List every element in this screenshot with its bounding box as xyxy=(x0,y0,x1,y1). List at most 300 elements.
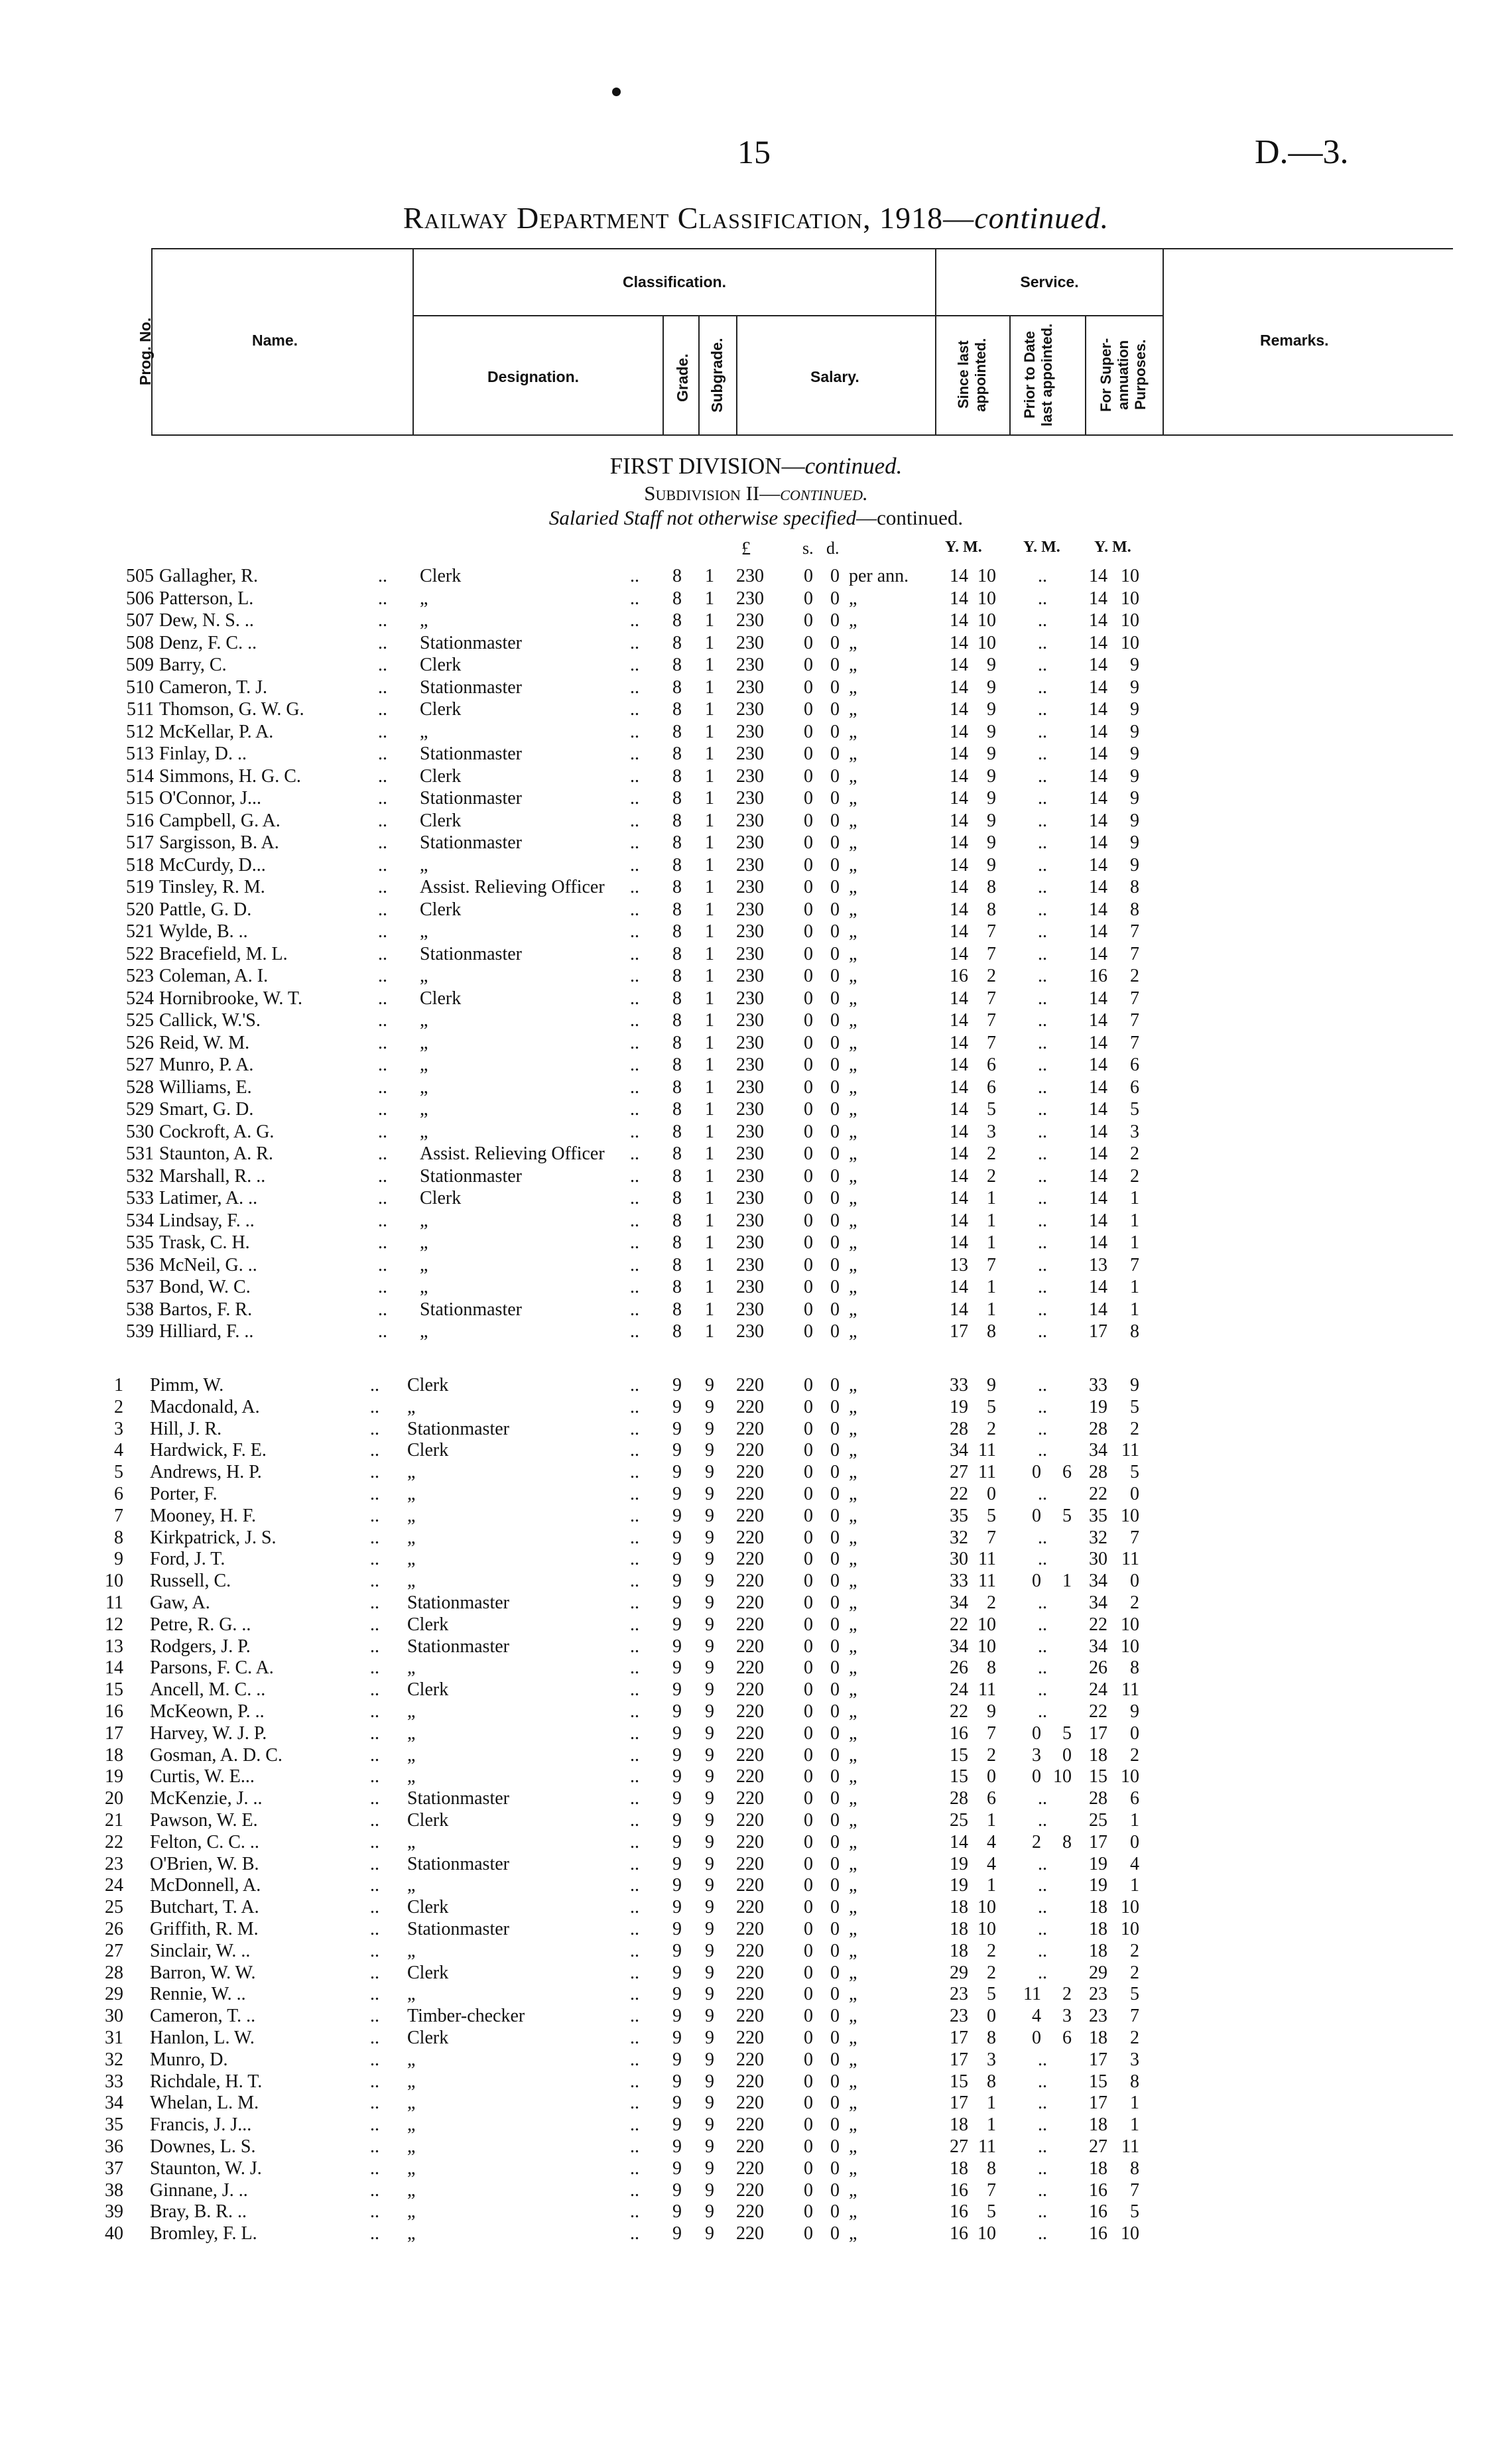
designation-cell: Clerk xyxy=(407,1962,449,1983)
leader-dots: .. xyxy=(370,1549,379,1570)
per-cell: „ xyxy=(849,1592,857,1613)
per-cell: „ xyxy=(849,1099,857,1120)
grade-cell: 8 xyxy=(672,788,682,809)
table-row xyxy=(0,1592,1512,1614)
since-months-cell: 3 xyxy=(987,1121,996,1142)
salary-cell: 230 xyxy=(736,921,764,942)
prior-years-cell: 2 xyxy=(1032,1831,1041,1852)
leader-dots: .. xyxy=(630,2136,639,2157)
designation-cell: „ xyxy=(407,2201,416,2223)
shillings-cell: 0 xyxy=(804,1440,813,1461)
name-cell: Rodgers, J. P. xyxy=(150,1636,251,1657)
prog-no: 36 xyxy=(105,2136,123,2157)
leader-dots: .. xyxy=(630,655,639,675)
leader-dots: .. xyxy=(370,1744,379,1766)
per-cell: „ xyxy=(849,1940,857,1961)
prog-no: 514 xyxy=(126,765,154,787)
grade-cell: 9 xyxy=(672,2006,682,2027)
pence-cell: 0 xyxy=(830,810,840,831)
super-months-cell: 3 xyxy=(1130,2049,1139,2070)
salary-cell: 230 xyxy=(736,566,764,586)
pence-cell: 0 xyxy=(830,588,840,609)
per-cell: „ xyxy=(849,943,857,964)
salary-cell: 230 xyxy=(736,1076,764,1098)
prior-months-cell: 2 xyxy=(1062,1984,1072,2005)
prior-months-cell: 8 xyxy=(1062,1831,1072,1852)
since-years-cell: 14 xyxy=(950,943,968,964)
prior-years-cell: 4 xyxy=(1032,2006,1041,2027)
shillings-cell: 0 xyxy=(804,610,813,631)
salary-cell: 220 xyxy=(736,1897,764,1918)
super-years-cell: 17 xyxy=(1089,2049,1107,2070)
since-years-cell: 14 xyxy=(950,877,968,897)
salary-cell: 230 xyxy=(736,721,764,742)
per-cell: „ xyxy=(849,2179,857,2201)
name-cell: Whelan, L. M. xyxy=(150,2093,259,2114)
pence-cell: 0 xyxy=(830,655,840,675)
name-cell: Smart, G. D. xyxy=(159,1099,254,1120)
leader-dots: .. xyxy=(1038,1299,1047,1320)
designation-cell: „ xyxy=(420,1010,428,1031)
salary-cell: 220 xyxy=(736,1527,764,1548)
since-years-cell: 14 xyxy=(950,1055,968,1075)
since-years-cell: 17 xyxy=(950,2049,968,2070)
prog-no: 512 xyxy=(126,721,154,742)
name-cell: McKellar, P. A. xyxy=(159,721,274,742)
salary-cell: 230 xyxy=(736,854,764,875)
designation-cell: Clerk xyxy=(407,2028,449,2048)
grade-cell: 9 xyxy=(672,1527,682,1548)
since-months-cell: 6 xyxy=(987,1055,996,1075)
subgrade-cell: 9 xyxy=(705,1375,714,1395)
shillings-cell: 0 xyxy=(804,1788,813,1809)
name-cell: Macdonald, A. xyxy=(150,1396,260,1417)
leader-dots: .. xyxy=(378,744,387,764)
shillings-cell: 0 xyxy=(804,1099,813,1120)
leader-dots: .. xyxy=(370,1396,379,1417)
since-months-cell: 6 xyxy=(987,1788,996,1809)
since-months-cell: 10 xyxy=(977,2223,996,2244)
pence-cell: 0 xyxy=(830,1571,840,1592)
since-years-cell: 14 xyxy=(950,632,968,653)
shillings-cell: 0 xyxy=(804,1032,813,1053)
leader-dots: .. xyxy=(1038,899,1047,920)
pence-cell: 0 xyxy=(830,1254,840,1275)
per-cell: „ xyxy=(849,2071,857,2092)
pence-cell: 0 xyxy=(830,1657,840,1679)
shillings-cell: 0 xyxy=(804,1254,813,1275)
per-cell: „ xyxy=(849,2093,857,2114)
table-row xyxy=(0,899,1512,921)
since-months-cell: 8 xyxy=(987,2028,996,2048)
pence-cell: 0 xyxy=(830,1919,840,1939)
leader-dots: .. xyxy=(1038,1592,1047,1613)
leader-dots: .. xyxy=(370,1657,379,1679)
grade-cell: 8 xyxy=(672,610,682,631)
prog-no: 529 xyxy=(126,1099,154,1120)
per-cell: „ xyxy=(849,2028,857,2048)
grade-cell: 9 xyxy=(672,2028,682,2048)
pence-cell: 0 xyxy=(830,1165,840,1187)
leader-dots: .. xyxy=(1038,1143,1047,1164)
super-years-cell: 14 xyxy=(1089,1032,1107,1053)
designation-cell: Assist. Relieving Officer xyxy=(420,877,605,897)
leader-dots: .. xyxy=(630,1099,639,1120)
grade-cell: 9 xyxy=(672,1701,682,1722)
leader-dots: .. xyxy=(630,1831,639,1852)
salary-cell: 220 xyxy=(736,2223,764,2244)
leader-dots: .. xyxy=(370,1614,379,1635)
super-months-cell: 10 xyxy=(1121,610,1139,631)
shillings-cell: 0 xyxy=(804,1875,813,1896)
super-months-cell: 10 xyxy=(1121,1919,1139,1939)
since-months-cell: 2 xyxy=(987,966,996,986)
since-months-cell: 9 xyxy=(987,1701,996,1722)
staff-label: Salaried Staff not otherwise specified xyxy=(548,506,857,529)
pence-cell: 0 xyxy=(830,1636,840,1657)
super-months-cell: 11 xyxy=(1121,1549,1139,1570)
per-cell: „ xyxy=(849,921,857,942)
grade-cell: 8 xyxy=(672,699,682,720)
name-cell: Andrews, H. P. xyxy=(150,1462,262,1483)
since-years-cell: 14 xyxy=(950,988,968,1009)
per-cell: „ xyxy=(849,1657,857,1679)
prog-no: 533 xyxy=(126,1188,154,1208)
leader-dots: .. xyxy=(630,2049,639,2070)
shillings-cell: 0 xyxy=(804,1919,813,1939)
pence-cell: 0 xyxy=(830,877,840,897)
name-cell: Dew, N. S. .. xyxy=(159,610,254,631)
since-years-cell: 14 xyxy=(950,1010,968,1031)
grade-cell: 8 xyxy=(672,877,682,897)
per-cell: „ xyxy=(849,677,857,698)
table-row xyxy=(0,2027,1512,2049)
subdivision-title xyxy=(0,482,1512,505)
subgrade-cell: 1 xyxy=(705,966,714,986)
leader-dots: .. xyxy=(630,1962,639,1983)
designation-cell: Clerk xyxy=(420,988,462,1009)
leader-dots: .. xyxy=(630,1299,639,1320)
designation-cell: Clerk xyxy=(407,1810,449,1831)
shillings-cell: 0 xyxy=(804,1549,813,1570)
header-prog-no: Prog. No. xyxy=(137,317,154,386)
grade-cell: 8 xyxy=(672,921,682,942)
since-months-cell: 1 xyxy=(987,1299,996,1320)
since-months-cell: 8 xyxy=(987,2158,996,2179)
per-cell: „ xyxy=(849,1210,857,1231)
prog-no: 7 xyxy=(114,1505,123,1526)
leader-dots: .. xyxy=(630,1232,639,1253)
since-months-cell: 11 xyxy=(978,1679,996,1701)
since-years-cell: 14 xyxy=(950,788,968,809)
leader-dots: .. xyxy=(1038,744,1047,764)
subgrade-cell: 9 xyxy=(705,1505,714,1526)
prog-no: 505 xyxy=(126,566,154,586)
super-years-cell: 14 xyxy=(1089,1165,1107,1187)
name-cell: Lindsay, F. .. xyxy=(159,1210,255,1231)
subgrade-cell: 9 xyxy=(705,1592,714,1613)
designation-cell: Stationmaster xyxy=(420,832,522,853)
table-row xyxy=(0,610,1512,632)
leader-dots: .. xyxy=(370,1875,379,1896)
per-cell: „ xyxy=(849,2006,857,2027)
per-cell: „ xyxy=(849,1788,857,1809)
shillings-cell: 0 xyxy=(804,1232,813,1253)
prog-no: 528 xyxy=(126,1076,154,1098)
since-months-cell: 10 xyxy=(977,566,996,586)
col-rule-super xyxy=(1163,248,1164,436)
super-years-cell: 14 xyxy=(1089,899,1107,920)
subgrade-cell: 1 xyxy=(705,1076,714,1098)
shillings-cell: 0 xyxy=(804,1853,813,1874)
title-continued: continued. xyxy=(974,201,1109,235)
designation-cell: „ xyxy=(420,1032,428,1053)
leader-dots: .. xyxy=(370,1440,379,1461)
subgrade-cell: 1 xyxy=(705,1121,714,1142)
leader-dots: .. xyxy=(370,1679,379,1701)
pence-cell: 0 xyxy=(830,1232,840,1253)
name-cell: Finlay, D. .. xyxy=(159,744,247,764)
super-months-cell: 10 xyxy=(1121,632,1139,653)
pence-cell: 0 xyxy=(830,854,840,875)
per-cell: „ xyxy=(849,1636,857,1657)
subgrade-cell: 1 xyxy=(705,588,714,609)
subgrade-cell: 9 xyxy=(705,1636,714,1657)
leader-dots: .. xyxy=(378,566,387,586)
leader-dots: .. xyxy=(378,810,387,831)
shillings-cell: 0 xyxy=(804,1418,813,1439)
pence-cell: 0 xyxy=(830,1099,840,1120)
name-cell: Munro, P. A. xyxy=(159,1055,254,1075)
super-years-cell: 14 xyxy=(1089,655,1107,675)
table-row xyxy=(0,1299,1512,1321)
name-cell: Pawson, W. E. xyxy=(150,1810,258,1831)
per-cell: „ xyxy=(849,744,857,764)
table-row xyxy=(0,1983,1512,2006)
super-months-cell: 8 xyxy=(1130,877,1139,897)
name-cell: Staunton, W. J. xyxy=(150,2158,262,2179)
prog-no: 32 xyxy=(105,2049,123,2070)
shillings-cell: 0 xyxy=(804,1396,813,1417)
subgrade-cell: 9 xyxy=(705,1722,714,1744)
prior-months-cell: 3 xyxy=(1062,2006,1072,2027)
per-cell: „ xyxy=(849,1549,857,1570)
super-months-cell: 6 xyxy=(1130,1076,1139,1098)
prior-months-cell: 5 xyxy=(1062,1505,1072,1526)
subgrade-cell: 1 xyxy=(705,921,714,942)
col-rule-since xyxy=(1009,316,1011,436)
since-months-cell: 10 xyxy=(977,1636,996,1657)
designation-cell: Clerk xyxy=(407,1440,449,1461)
leader-dots: .. xyxy=(378,699,387,720)
designation-cell: „ xyxy=(407,2158,416,2179)
shillings-cell: 0 xyxy=(804,1592,813,1613)
per-cell: „ xyxy=(849,966,857,986)
subgrade-cell: 1 xyxy=(705,1321,714,1342)
pence-cell: 0 xyxy=(830,1321,840,1342)
leader-dots: .. xyxy=(630,899,639,920)
designation-cell: Clerk xyxy=(420,899,462,920)
leader-dots: .. xyxy=(630,1055,639,1075)
leader-dots: .. xyxy=(378,966,387,986)
grade-cell: 9 xyxy=(672,1810,682,1831)
leader-dots: .. xyxy=(1038,677,1047,698)
leader-dots: .. xyxy=(1038,632,1047,653)
subgrade-cell: 9 xyxy=(705,1549,714,1570)
super-years-cell: 19 xyxy=(1089,1853,1107,1874)
name-cell: Russell, C. xyxy=(150,1571,231,1592)
salary-cell: 220 xyxy=(736,1875,764,1896)
name-cell: Staunton, A. R. xyxy=(159,1143,273,1164)
since-months-cell: 8 xyxy=(987,2071,996,2092)
leader-dots: .. xyxy=(370,2158,379,2179)
subgrade-cell: 9 xyxy=(705,1788,714,1809)
name-cell: Petre, R. G. .. xyxy=(150,1614,251,1635)
leader-dots: .. xyxy=(630,1440,639,1461)
pence-cell: 0 xyxy=(830,721,840,742)
leader-dots: .. xyxy=(1038,566,1047,586)
name-cell: Hanlon, L. W. xyxy=(150,2028,255,2048)
subgrade-cell: 1 xyxy=(705,832,714,853)
leader-dots: .. xyxy=(630,1527,639,1548)
designation-cell: Stationmaster xyxy=(407,1418,509,1439)
subgrade-cell: 9 xyxy=(705,2158,714,2179)
since-months-cell: 3 xyxy=(987,2049,996,2070)
grade-cell: 8 xyxy=(672,655,682,675)
salary-cell: 220 xyxy=(736,1418,764,1439)
since-years-cell: 17 xyxy=(950,1321,968,1342)
prog-no: 511 xyxy=(127,699,154,720)
leader-dots: .. xyxy=(1038,2179,1047,2201)
subgrade-cell: 1 xyxy=(705,1165,714,1187)
table-row xyxy=(0,1636,1512,1658)
since-years-cell: 14 xyxy=(950,1831,968,1852)
name-cell: Bartos, F. R. xyxy=(159,1299,253,1320)
salary-cell: 220 xyxy=(736,1766,764,1787)
prog-no: 30 xyxy=(105,2006,123,2027)
since-months-cell: 2 xyxy=(987,1418,996,1439)
leader-dots: .. xyxy=(630,1505,639,1526)
super-months-cell: 9 xyxy=(1130,832,1139,853)
salary-cell: 220 xyxy=(736,1984,764,2005)
leader-dots: .. xyxy=(370,2136,379,2157)
super-years-cell: 18 xyxy=(1089,2158,1107,2179)
grade-cell: 9 xyxy=(672,2179,682,2201)
name-cell: Patterson, L. xyxy=(159,588,254,609)
super-years-cell: 14 xyxy=(1089,1299,1107,1320)
leader-dots: .. xyxy=(1038,988,1047,1009)
prog-no: 21 xyxy=(105,1810,123,1831)
leader-dots: .. xyxy=(630,1254,639,1275)
super-years-cell: 23 xyxy=(1089,2006,1107,2027)
table-row xyxy=(0,1483,1512,1506)
leader-dots: .. xyxy=(1038,1010,1047,1031)
prior-years-cell: 3 xyxy=(1032,1744,1041,1766)
designation-cell: „ xyxy=(407,1549,416,1570)
prog-no: 539 xyxy=(126,1321,154,1342)
table-row xyxy=(0,1614,1512,1636)
subgrade-cell: 9 xyxy=(705,1484,714,1504)
leader-dots: .. xyxy=(630,921,639,942)
leader-dots: .. xyxy=(1038,1210,1047,1231)
leader-dots: .. xyxy=(630,2223,639,2244)
header-designation: Designation. xyxy=(487,368,580,385)
leader-dots: .. xyxy=(630,1766,639,1787)
table-row xyxy=(0,1918,1512,1941)
leader-dots: .. xyxy=(378,1321,387,1342)
grade-cell: 9 xyxy=(672,1831,682,1852)
division-continued: continued. xyxy=(804,453,903,479)
leader-dots: .. xyxy=(1038,1099,1047,1120)
per-cell: „ xyxy=(849,1962,857,1983)
pence-cell: 0 xyxy=(830,1418,840,1439)
prog-no: 28 xyxy=(105,1962,123,1983)
designation-cell: Stationmaster xyxy=(420,1299,522,1320)
header-service: Service. xyxy=(1020,273,1079,291)
since-months-cell: 2 xyxy=(987,1940,996,1961)
grade-cell: 9 xyxy=(672,2223,682,2244)
subgrade-cell: 1 xyxy=(705,1188,714,1208)
grade-cell: 9 xyxy=(672,1875,682,1896)
shillings-cell: 0 xyxy=(804,1636,813,1657)
grade-cell: 9 xyxy=(672,1505,682,1526)
salary-cell: 230 xyxy=(736,1055,764,1075)
prior-months-cell: 6 xyxy=(1062,1462,1072,1483)
name-cell: Hornibrooke, W. T. xyxy=(159,988,302,1009)
table-row xyxy=(0,1032,1512,1055)
table-row xyxy=(0,1321,1512,1343)
since-years-cell: 14 xyxy=(950,721,968,742)
prog-no: 38 xyxy=(105,2179,123,2201)
shillings-cell: 0 xyxy=(804,2114,813,2136)
pence-cell: 0 xyxy=(830,1788,840,1809)
since-years-cell: 14 xyxy=(950,1210,968,1231)
salary-cell: 220 xyxy=(736,1614,764,1635)
subgrade-cell: 9 xyxy=(705,1875,714,1896)
pence-cell: 0 xyxy=(830,1396,840,1417)
super-months-cell: 9 xyxy=(1130,788,1139,809)
designation-cell: Stationmaster xyxy=(407,1919,509,1939)
pence-cell: 0 xyxy=(830,1831,840,1852)
prog-no: 27 xyxy=(105,1940,123,1961)
table-row xyxy=(0,1187,1512,1210)
leader-dots: .. xyxy=(370,1919,379,1939)
table-row xyxy=(0,1210,1512,1232)
grade-cell: 8 xyxy=(672,943,682,964)
table-row xyxy=(0,787,1512,810)
per-cell: „ xyxy=(849,1462,857,1483)
leader-dots: .. xyxy=(378,655,387,675)
super-years-cell: 14 xyxy=(1089,854,1107,875)
prog-no: 4 xyxy=(114,1440,123,1461)
since-years-cell: 22 xyxy=(950,1484,968,1504)
per-cell: „ xyxy=(849,1232,857,1253)
per-cell: „ xyxy=(849,2114,857,2136)
super-months-cell: 7 xyxy=(1130,1010,1139,1031)
subgrade-cell: 1 xyxy=(705,788,714,809)
name-cell: Denz, F. C. .. xyxy=(159,632,257,653)
since-years-cell: 22 xyxy=(950,1701,968,1722)
name-cell: Tinsley, R. M. xyxy=(159,877,265,897)
grade-cell: 9 xyxy=(672,1418,682,1439)
per-cell: „ xyxy=(849,1701,857,1722)
leader-dots: .. xyxy=(630,1375,639,1395)
name-cell: Hilliard, F. .. xyxy=(159,1321,254,1342)
name-cell: Barron, W. W. xyxy=(150,1962,256,1983)
designation-cell: Assist. Relieving Officer xyxy=(420,1143,605,1164)
since-years-cell: 14 xyxy=(950,655,968,675)
leader-dots: .. xyxy=(1038,1897,1047,1918)
